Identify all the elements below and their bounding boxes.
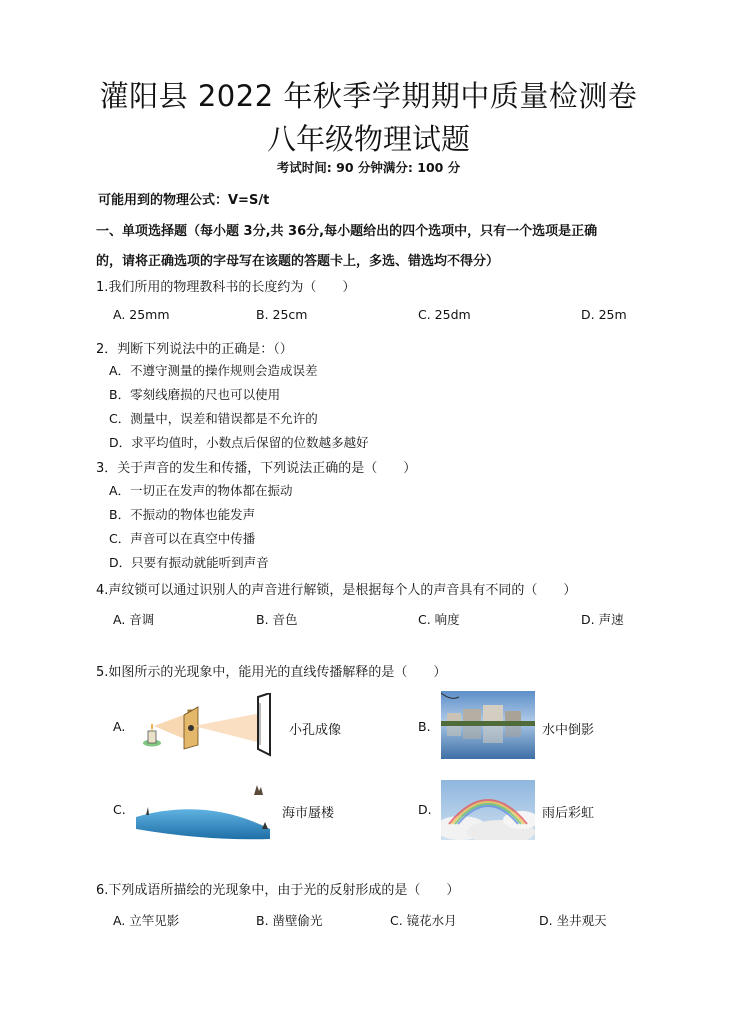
q1-option-d: D. 25m: [581, 307, 627, 322]
q4-option-b: B. 音色: [256, 612, 298, 627]
q4-option-c: C. 响度: [418, 612, 460, 627]
rainbow-photo: [441, 780, 535, 840]
q5-option-d-caption: 雨后彩虹: [542, 806, 595, 821]
mirage-figure: [136, 777, 276, 841]
q6-option-b: B. 凿壁偷光: [256, 913, 323, 928]
q5-option-a-caption: 小孔成像: [289, 723, 342, 738]
q2-option-b: B．零刻线磨损的尺也可以使用: [109, 387, 281, 402]
q4-option-d: D. 声速: [581, 612, 624, 627]
question-5-stem: 5.如图所示的光现象中，能用光的直线传播解释的是（ ）: [96, 665, 447, 680]
q2-option-a: A．不遵守测量的操作规则会造成误差: [109, 363, 318, 378]
q2-option-c: C．测量中，误差和错误都是不允许的: [109, 411, 318, 426]
q4-option-a: A. 音调: [113, 612, 155, 627]
q6-option-d: D. 坐井观天: [539, 913, 607, 928]
exam-info: 考试时间: 90 分钟满分: 100 分: [276, 160, 461, 175]
q5-option-b-letter: B.: [418, 719, 431, 734]
q1-option-a: A. 25mm: [113, 307, 170, 322]
q6-option-c: C. 镜花水月: [390, 913, 457, 928]
q6-option-a: A. 立竿见影: [113, 913, 180, 928]
q3-option-c: C．声音可以在真空中传播: [109, 531, 256, 546]
q5-option-c-letter: C.: [113, 802, 126, 817]
question-1-stem: 1.我们所用的物理教科书的长度约为（ ）: [96, 280, 356, 295]
q1-option-c: C. 25dm: [418, 307, 471, 322]
q1-option-b: B. 25cm: [256, 307, 308, 322]
q5-option-a-letter: A.: [113, 719, 126, 734]
q2-option-d: D．求平均值时，小数点后保留的位数越多越好: [109, 435, 369, 450]
q3-option-d: D．只要有振动就能听到声音: [109, 555, 269, 570]
question-4-stem: 4.声纹锁可以通过识别人的声音进行解锁，是根据每个人的声音具有不同的（ ）: [96, 583, 577, 598]
q5-option-c-caption: 海市蜃楼: [282, 806, 335, 821]
question-2-stem: 2．判断下列说法中的正确是：（）: [96, 342, 293, 357]
section-instructions-line2: 的，请将正确选项的字母写在该题的答题卡上，多选、错选均不得分）: [96, 254, 500, 269]
q5-option-d-letter: D.: [418, 802, 432, 817]
q3-option-a: A．一切正在发声的物体都在振动: [109, 483, 293, 498]
pinhole-imaging-figure: [136, 693, 278, 757]
section-instructions-line1: 一、单项选择题（每小题 3分,共 36分,每小题给出的四个选项中，只有一个选项是正确: [96, 224, 598, 239]
formula-line: 可能用到的物理公式：V=S/t: [98, 193, 270, 208]
water-reflection-photo: [441, 691, 535, 759]
q3-option-b: B．不振动的物体也能发声: [109, 507, 256, 522]
question-3-stem: 3．关于声音的发生和传播，下列说法正确的是（ ）: [96, 461, 417, 476]
question-6-stem: 6.下列成语所描绘的光现象中，由于光的反射形成的是（ ）: [96, 883, 460, 898]
exam-subtitle: 八年级物理试题: [266, 122, 470, 156]
exam-title: 灌阳县 2022 年秋季学期期中质量检测卷: [99, 79, 638, 113]
q5-option-b-caption: 水中倒影: [542, 723, 595, 738]
